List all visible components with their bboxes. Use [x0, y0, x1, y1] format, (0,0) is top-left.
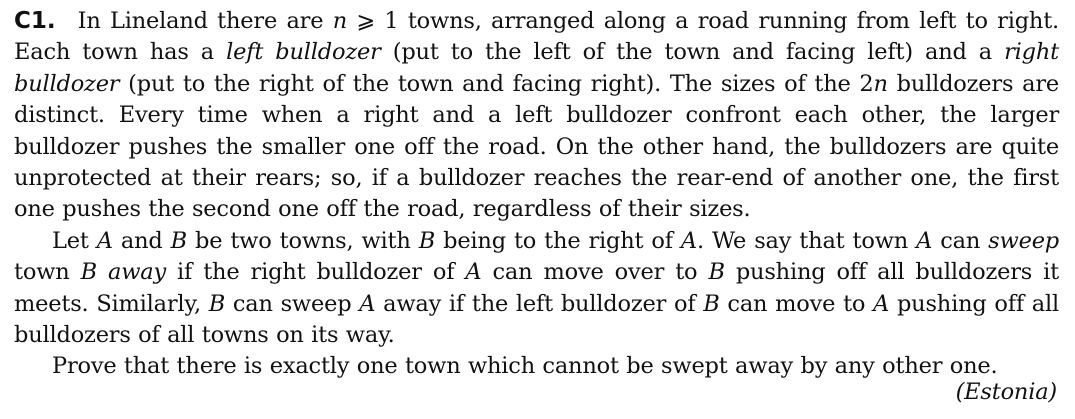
text-segment [97, 259, 108, 285]
text-segment: Let [52, 227, 97, 254]
math-variable: A [680, 227, 697, 254]
math-variable: A [359, 290, 376, 317]
text-segment: (put to the right of the town and facing right). The sizes of the 2 [119, 70, 874, 97]
text-segment: if the right bulldozer of [166, 259, 466, 286]
math-variable: n [873, 70, 888, 97]
text-segment: away if the left bulldozer of [375, 290, 704, 317]
problem-source: (Estonia) [955, 379, 1057, 405]
math-variable: B [703, 290, 720, 317]
text-segment: can move to [719, 290, 874, 317]
math-variable: A [96, 227, 113, 254]
math-variable: B [170, 227, 187, 254]
text-segment: can sweep [225, 290, 360, 317]
text-segment: (put to the left of the town and facing left) and a [380, 39, 1005, 66]
text-segment: can [932, 227, 989, 254]
math-variable: A [465, 259, 482, 286]
task-paragraph: Prove that there is exactly one town which cannot be swept away by any other one. [52, 353, 998, 380]
text-segment: be two towns, with [186, 227, 419, 254]
text-segment: pushing off all bulldozers it meets. Similarly, [14, 259, 1059, 317]
emphasis-term: right bulldozer [14, 39, 1060, 97]
math-variable: A [916, 227, 933, 254]
text-segment: pushing off all bulldozers of all towns on its way. [14, 290, 1060, 349]
text-segment: and [112, 227, 171, 254]
math-variable: B [418, 227, 436, 254]
math-variable: B [208, 290, 226, 317]
text-segment: being to the right of [435, 227, 681, 254]
text-segment: . We say that town [696, 227, 917, 254]
math-variable: B [708, 259, 725, 286]
text-segment: In Lineland there are [77, 8, 333, 34]
math-variable: B [80, 259, 97, 286]
emphasis-term: left bulldozer [226, 39, 381, 66]
math-variable: n [332, 8, 347, 34]
math-variable: A [873, 290, 890, 317]
text-segment: bulldozers are distinct. Every time when a right and a left bulldozer confront each other, the larger bulldozer pushes the smaller one off the road. On the other hand, the bulldozers are quite unprotected at their rears; so, if a bulldozer reaches the rear-end of another one, the first one pushes the second one off the road, regardless of their sizes. [14, 70, 1059, 223]
emphasis-term: sweep [988, 227, 1060, 254]
text-segment: can move over to [481, 259, 709, 286]
emphasis-term: away [108, 259, 166, 286]
definition-paragraph [14, 226, 1059, 352]
text-segment: ⩾ 1 towns, arranged along a road running from left to right. Each town has a [14, 8, 1059, 66]
problem-label: C1. [14, 8, 56, 34]
problem-statement-paragraph [14, 6, 1059, 226]
text-segment: town [14, 259, 81, 286]
